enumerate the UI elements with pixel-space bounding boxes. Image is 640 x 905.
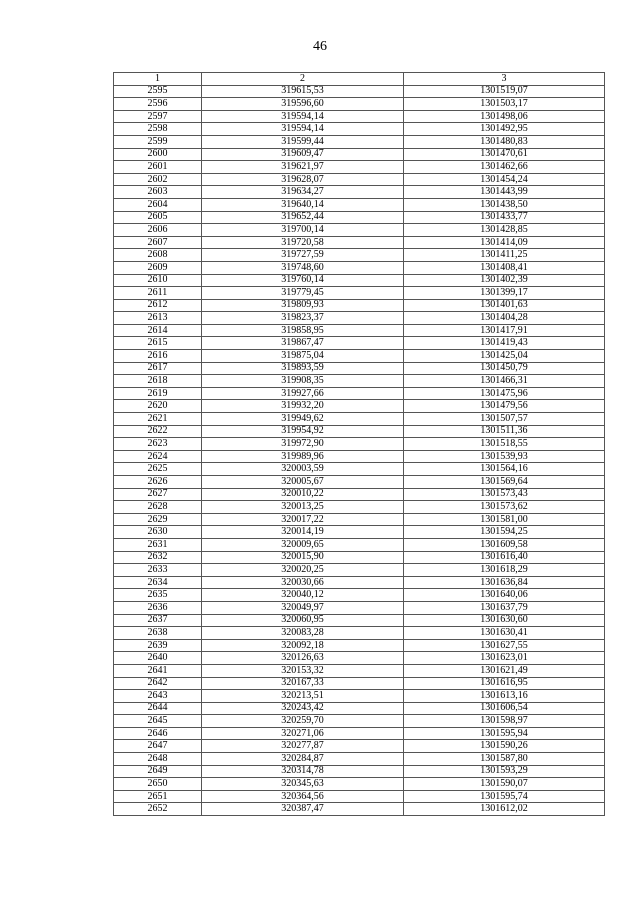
- point-number-cell: 2607: [114, 236, 202, 249]
- page-number: 46: [313, 39, 327, 54]
- point-number-cell: 2611: [114, 287, 202, 300]
- point-number-cell: 2595: [114, 85, 202, 98]
- x-coordinate-cell: 319615,53: [202, 85, 404, 98]
- table-row: [114, 639, 605, 652]
- x-coordinate-cell: 319594,14: [202, 110, 404, 123]
- y-coordinate-cell: 1301518,55: [404, 438, 605, 451]
- table-row: [114, 110, 605, 123]
- point-number-cell: 2621: [114, 413, 202, 426]
- table-row: [114, 538, 605, 551]
- y-coordinate-cell: 1301630,60: [404, 614, 605, 627]
- x-coordinate-cell: 319823,37: [202, 312, 404, 325]
- table-row: [114, 312, 605, 325]
- table-row: [114, 765, 605, 778]
- y-coordinate-cell: 1301587,80: [404, 753, 605, 766]
- point-number-cell: 2609: [114, 261, 202, 274]
- y-coordinate-cell: 1301470,61: [404, 148, 605, 161]
- point-number-cell: 2638: [114, 627, 202, 640]
- y-coordinate-cell: 1301462,66: [404, 161, 605, 174]
- table-row: [114, 652, 605, 665]
- point-number-cell: 2639: [114, 639, 202, 652]
- y-coordinate-cell: 1301621,49: [404, 664, 605, 677]
- y-coordinate-cell: 1301637,79: [404, 601, 605, 614]
- point-number-cell: 2604: [114, 198, 202, 211]
- y-coordinate-cell: 1301616,95: [404, 677, 605, 690]
- table-row: [114, 413, 605, 426]
- x-coordinate-cell: 320010,22: [202, 488, 404, 501]
- y-coordinate-cell: 1301594,25: [404, 526, 605, 539]
- x-coordinate-cell: 320015,90: [202, 551, 404, 564]
- x-coordinate-cell: 320271,06: [202, 727, 404, 740]
- x-coordinate-cell: 319875,04: [202, 350, 404, 363]
- table-row: [114, 375, 605, 388]
- y-coordinate-cell: 1301408,41: [404, 261, 605, 274]
- point-number-cell: 2628: [114, 501, 202, 514]
- table-row: [114, 526, 605, 539]
- x-coordinate-cell: 320284,87: [202, 753, 404, 766]
- coordinates-table: [113, 72, 605, 816]
- point-number-cell: 2623: [114, 438, 202, 451]
- y-coordinate-cell: 1301630,41: [404, 627, 605, 640]
- table-row: [114, 123, 605, 136]
- x-coordinate-cell: 319858,95: [202, 324, 404, 337]
- point-number-cell: 2640: [114, 652, 202, 665]
- x-coordinate-cell: 319954,92: [202, 425, 404, 438]
- y-coordinate-cell: 1301590,26: [404, 740, 605, 753]
- table-row: [114, 161, 605, 174]
- column-header-2: 2: [202, 73, 404, 86]
- x-coordinate-cell: 320049,97: [202, 601, 404, 614]
- table-row: [114, 564, 605, 577]
- y-coordinate-cell: 1301595,74: [404, 790, 605, 803]
- table-row: [114, 627, 605, 640]
- point-number-cell: 2615: [114, 337, 202, 350]
- point-number-cell: 2601: [114, 161, 202, 174]
- y-coordinate-cell: 1301627,55: [404, 639, 605, 652]
- table-row: [114, 778, 605, 791]
- point-number-cell: 2646: [114, 727, 202, 740]
- y-coordinate-cell: 1301399,17: [404, 287, 605, 300]
- point-number-cell: 2627: [114, 488, 202, 501]
- x-coordinate-cell: 319621,97: [202, 161, 404, 174]
- point-number-cell: 2622: [114, 425, 202, 438]
- point-number-cell: 2647: [114, 740, 202, 753]
- point-number-cell: 2625: [114, 463, 202, 476]
- point-number-cell: 2608: [114, 249, 202, 262]
- y-coordinate-cell: 1301581,00: [404, 513, 605, 526]
- point-number-cell: 2630: [114, 526, 202, 539]
- table-row: [114, 488, 605, 501]
- point-number-cell: 2612: [114, 299, 202, 312]
- x-coordinate-cell: 319893,59: [202, 362, 404, 375]
- y-coordinate-cell: 1301511,36: [404, 425, 605, 438]
- y-coordinate-cell: 1301613,16: [404, 690, 605, 703]
- point-number-cell: 2642: [114, 677, 202, 690]
- table-row: [114, 450, 605, 463]
- y-coordinate-cell: 1301609,58: [404, 538, 605, 551]
- table-row: [114, 476, 605, 489]
- x-coordinate-cell: 319760,14: [202, 274, 404, 287]
- x-coordinate-cell: 320005,67: [202, 476, 404, 489]
- x-coordinate-cell: 319932,20: [202, 400, 404, 413]
- table-row: [114, 287, 605, 300]
- y-coordinate-cell: 1301433,77: [404, 211, 605, 224]
- x-coordinate-cell: 320014,19: [202, 526, 404, 539]
- x-coordinate-cell: 320213,51: [202, 690, 404, 703]
- y-coordinate-cell: 1301411,25: [404, 249, 605, 262]
- point-number-cell: 2610: [114, 274, 202, 287]
- table-row: [114, 589, 605, 602]
- table-row: [114, 664, 605, 677]
- x-coordinate-cell: 320060,95: [202, 614, 404, 627]
- point-number-cell: 2632: [114, 551, 202, 564]
- column-header-1: 1: [114, 73, 202, 86]
- y-coordinate-cell: 1301593,29: [404, 765, 605, 778]
- y-coordinate-cell: 1301454,24: [404, 173, 605, 186]
- point-number-cell: 2616: [114, 350, 202, 363]
- x-coordinate-cell: 320013,25: [202, 501, 404, 514]
- x-coordinate-cell: 320040,12: [202, 589, 404, 602]
- x-coordinate-cell: 320003,59: [202, 463, 404, 476]
- point-number-cell: 2636: [114, 601, 202, 614]
- x-coordinate-cell: 319628,07: [202, 173, 404, 186]
- table-row: [114, 387, 605, 400]
- y-coordinate-cell: 1301401,63: [404, 299, 605, 312]
- table-row: [114, 425, 605, 438]
- y-coordinate-cell: 1301498,06: [404, 110, 605, 123]
- x-coordinate-cell: 320020,25: [202, 564, 404, 577]
- y-coordinate-cell: 1301623,01: [404, 652, 605, 665]
- x-coordinate-cell: 320092,18: [202, 639, 404, 652]
- y-coordinate-cell: 1301428,85: [404, 224, 605, 237]
- column-header-3: 3: [404, 73, 605, 86]
- table-row: [114, 236, 605, 249]
- y-coordinate-cell: 1301612,02: [404, 803, 605, 816]
- table-row: [114, 350, 605, 363]
- y-coordinate-cell: 1301598,97: [404, 715, 605, 728]
- x-coordinate-cell: 319927,66: [202, 387, 404, 400]
- point-number-cell: 2645: [114, 715, 202, 728]
- table-header-row: [114, 73, 605, 86]
- point-number-cell: 2602: [114, 173, 202, 186]
- table-row: [114, 400, 605, 413]
- y-coordinate-cell: 1301606,54: [404, 702, 605, 715]
- x-coordinate-cell: 320153,32: [202, 664, 404, 677]
- table-row: [114, 274, 605, 287]
- table-row: [114, 513, 605, 526]
- x-coordinate-cell: 319596,60: [202, 98, 404, 111]
- y-coordinate-cell: 1301595,94: [404, 727, 605, 740]
- x-coordinate-cell: 319652,44: [202, 211, 404, 224]
- table-row: [114, 211, 605, 224]
- y-coordinate-cell: 1301492,95: [404, 123, 605, 136]
- table-row: [114, 727, 605, 740]
- table-row: [114, 790, 605, 803]
- x-coordinate-cell: 319989,96: [202, 450, 404, 463]
- y-coordinate-cell: 1301616,40: [404, 551, 605, 564]
- table-row: [114, 148, 605, 161]
- x-coordinate-cell: 319748,60: [202, 261, 404, 274]
- table-row: [114, 715, 605, 728]
- x-coordinate-cell: 319720,58: [202, 236, 404, 249]
- table-row: [114, 551, 605, 564]
- point-number-cell: 2633: [114, 564, 202, 577]
- x-coordinate-cell: 319727,59: [202, 249, 404, 262]
- x-coordinate-cell: 319594,14: [202, 123, 404, 136]
- point-number-cell: 2626: [114, 476, 202, 489]
- table-row: [114, 135, 605, 148]
- table-row: [114, 501, 605, 514]
- point-number-cell: 2600: [114, 148, 202, 161]
- y-coordinate-cell: 1301569,64: [404, 476, 605, 489]
- point-number-cell: 2631: [114, 538, 202, 551]
- x-coordinate-cell: 320030,66: [202, 576, 404, 589]
- point-number-cell: 2649: [114, 765, 202, 778]
- y-coordinate-cell: 1301438,50: [404, 198, 605, 211]
- y-coordinate-cell: 1301590,07: [404, 778, 605, 791]
- y-coordinate-cell: 1301425,04: [404, 350, 605, 363]
- x-coordinate-cell: 320387,47: [202, 803, 404, 816]
- table-row: [114, 601, 605, 614]
- y-coordinate-cell: 1301507,57: [404, 413, 605, 426]
- y-coordinate-cell: 1301475,96: [404, 387, 605, 400]
- y-coordinate-cell: 1301539,93: [404, 450, 605, 463]
- y-coordinate-cell: 1301519,07: [404, 85, 605, 98]
- point-number-cell: 2597: [114, 110, 202, 123]
- table-row: [114, 198, 605, 211]
- point-number-cell: 2644: [114, 702, 202, 715]
- table-row: [114, 362, 605, 375]
- y-coordinate-cell: 1301564,16: [404, 463, 605, 476]
- x-coordinate-cell: 320167,33: [202, 677, 404, 690]
- point-number-cell: 2617: [114, 362, 202, 375]
- y-coordinate-cell: 1301479,56: [404, 400, 605, 413]
- x-coordinate-cell: 319700,14: [202, 224, 404, 237]
- table-row: [114, 753, 605, 766]
- table-row: [114, 576, 605, 589]
- table-row: [114, 249, 605, 262]
- point-number-cell: 2635: [114, 589, 202, 602]
- point-number-cell: 2652: [114, 803, 202, 816]
- point-number-cell: 2624: [114, 450, 202, 463]
- point-number-cell: 2643: [114, 690, 202, 703]
- point-number-cell: 2648: [114, 753, 202, 766]
- x-coordinate-cell: 319908,35: [202, 375, 404, 388]
- x-coordinate-cell: 320243,42: [202, 702, 404, 715]
- table-row: [114, 85, 605, 98]
- point-number-cell: 2634: [114, 576, 202, 589]
- y-coordinate-cell: 1301402,39: [404, 274, 605, 287]
- point-number-cell: 2598: [114, 123, 202, 136]
- x-coordinate-cell: 319779,45: [202, 287, 404, 300]
- point-number-cell: 2606: [114, 224, 202, 237]
- point-number-cell: 2641: [114, 664, 202, 677]
- table-row: [114, 614, 605, 627]
- x-coordinate-cell: 319867,47: [202, 337, 404, 350]
- point-number-cell: 2599: [114, 135, 202, 148]
- y-coordinate-cell: 1301404,28: [404, 312, 605, 325]
- x-coordinate-cell: 319809,93: [202, 299, 404, 312]
- x-coordinate-cell: 320259,70: [202, 715, 404, 728]
- x-coordinate-cell: 319634,27: [202, 186, 404, 199]
- point-number-cell: 2619: [114, 387, 202, 400]
- x-coordinate-cell: 319609,47: [202, 148, 404, 161]
- y-coordinate-cell: 1301419,43: [404, 337, 605, 350]
- y-coordinate-cell: 1301443,99: [404, 186, 605, 199]
- table-row: [114, 740, 605, 753]
- x-coordinate-cell: 319949,62: [202, 413, 404, 426]
- point-number-cell: 2614: [114, 324, 202, 337]
- y-coordinate-cell: 1301503,17: [404, 98, 605, 111]
- table-row: [114, 98, 605, 111]
- table-row: [114, 337, 605, 350]
- table-row: [114, 803, 605, 816]
- x-coordinate-cell: 320009,65: [202, 538, 404, 551]
- table-row: [114, 186, 605, 199]
- table-row: [114, 463, 605, 476]
- x-coordinate-cell: 320126,63: [202, 652, 404, 665]
- x-coordinate-cell: 319599,44: [202, 135, 404, 148]
- x-coordinate-cell: 320017,22: [202, 513, 404, 526]
- x-coordinate-cell: 320277,87: [202, 740, 404, 753]
- y-coordinate-cell: 1301640,06: [404, 589, 605, 602]
- table-row: [114, 224, 605, 237]
- point-number-cell: 2620: [114, 400, 202, 413]
- table-row: [114, 438, 605, 451]
- point-number-cell: 2603: [114, 186, 202, 199]
- table-row: [114, 324, 605, 337]
- point-number-cell: 2613: [114, 312, 202, 325]
- point-number-cell: 2596: [114, 98, 202, 111]
- x-coordinate-cell: 320314,78: [202, 765, 404, 778]
- point-number-cell: 2650: [114, 778, 202, 791]
- y-coordinate-cell: 1301417,91: [404, 324, 605, 337]
- y-coordinate-cell: 1301573,43: [404, 488, 605, 501]
- point-number-cell: 2651: [114, 790, 202, 803]
- y-coordinate-cell: 1301414,09: [404, 236, 605, 249]
- table-row: [114, 677, 605, 690]
- x-coordinate-cell: 320364,56: [202, 790, 404, 803]
- point-number-cell: 2605: [114, 211, 202, 224]
- point-number-cell: 2629: [114, 513, 202, 526]
- point-number-cell: 2618: [114, 375, 202, 388]
- y-coordinate-cell: 1301636,84: [404, 576, 605, 589]
- y-coordinate-cell: 1301573,62: [404, 501, 605, 514]
- table-row: [114, 299, 605, 312]
- y-coordinate-cell: 1301450,79: [404, 362, 605, 375]
- table-body: [114, 85, 605, 815]
- x-coordinate-cell: 320345,63: [202, 778, 404, 791]
- table-row: [114, 702, 605, 715]
- table-row: [114, 173, 605, 186]
- x-coordinate-cell: 319972,90: [202, 438, 404, 451]
- x-coordinate-cell: 319640,14: [202, 198, 404, 211]
- y-coordinate-cell: 1301618,29: [404, 564, 605, 577]
- table-row: [114, 690, 605, 703]
- y-coordinate-cell: 1301466,31: [404, 375, 605, 388]
- table-row: [114, 261, 605, 274]
- x-coordinate-cell: 320083,28: [202, 627, 404, 640]
- point-number-cell: 2637: [114, 614, 202, 627]
- y-coordinate-cell: 1301480,83: [404, 135, 605, 148]
